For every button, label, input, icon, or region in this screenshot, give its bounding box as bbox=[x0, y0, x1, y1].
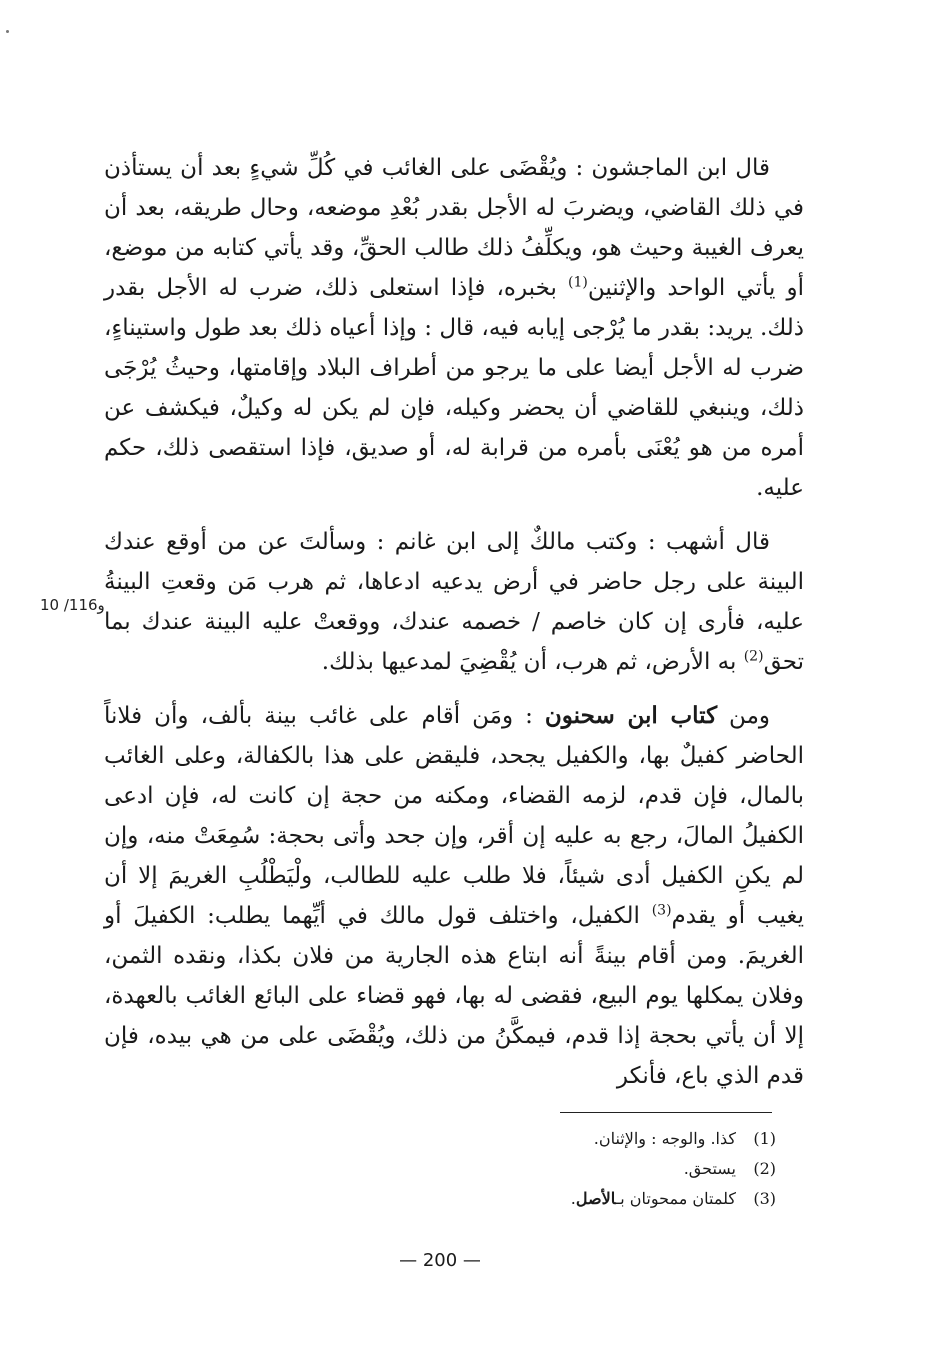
footnote-ref-2: (2) bbox=[743, 648, 764, 665]
paragraph-3-text-a: : ومَن أقام على غائب بينة بألف، وأن فلاناً الحاضر كفيلٌ بها، والكفيل يجحد، فليقض على هذا بالكفالة، وعلى الغائب بالمال، فإن قدم، لزمه القضاء، ومكنه من حجة إن كانت له، فإن ادعى الكفيلُ المالَ، رجع به عليه إن أقر، وإن جحد وأتى بحجة: سُمِعَتْ منه، وإن لم يكنِ الكفيل أدى شيئاً، فلا طلب عليه للطالب، ولْيَطْلُبِ الغريمَ إلا أن يغيب أو يقدم bbox=[104, 703, 804, 929]
manuscript-folio-note: 10 /116و bbox=[40, 596, 105, 614]
footnote-text: يستحق. bbox=[683, 1159, 736, 1178]
page-number: — 200 — bbox=[399, 1250, 481, 1271]
footnote-text-lead: كلمتان ممحوتان بـ bbox=[615, 1189, 736, 1208]
paragraph-2 bbox=[104, 522, 804, 682]
footnote-ref-3: (3) bbox=[651, 902, 672, 919]
paragraph-1-text-a: قال ابن الماجشون : ويُقْضَى على الغائب في كُلِّ شيءٍ بعد أن يستأذن في ذلك القاضي، ويضربَ له الأجل بقدر بُعْدِ موضعه، وحال طريقه، بعد أن يعرف الغيبة وحيث هو، ويكلِّفُ ذلك طالب الحقِّ، وقد يأتي كتابه من موضع، أو يأتي الواحد والإثنين bbox=[104, 155, 804, 301]
footnote-number: (2) bbox=[753, 1159, 776, 1178]
paragraph-3-text-b: الكفيل، واختلف قول مالك في أيِّهما يطلب: الكفيلَ أو الغريمَ. ومن أقام بينةً أنه ابتاع هذه الجارية من فلان بكذا، ونقده الثمن، وفلان يمكلها يوم البيع، فقضى له بها، فهو قضاء على البائع الغائب بالعهدة، إلا أن يأتي بحجة إذا قدم، فيمكَّنُ من ذلك، ويُقْضَى على من هي بيده، فإن قدم الذي باع، فأنكر bbox=[104, 903, 804, 1089]
footnote-ref-1: (1) bbox=[567, 274, 588, 291]
footnote-1 bbox=[440, 1124, 776, 1154]
footnotes bbox=[440, 1124, 776, 1214]
paragraph-1-text-b: بخبره، فإذا استعلى ذلك، ضرب له الأجل بقدر ذلك. يريد: بقدر ما يُرْجى إيابه فيه، قال : وإذا أعياه ذلك بعد طول واستيناءٍ، ضرب له الأجل أيضا على ما يرجو من أطراف البلاد وإقامتها، وحيثُ يُرْجَى ذلك، وينبغي للقاضي أن يحضر وكيله، فإن لم يكن له وكيلٌ، فيكشف عن أمره من هو يُعْنَى بأمره من قرابة له، أو صديق، فإذا استقصى ذلك، حكم عليه. bbox=[104, 275, 804, 501]
footnote-number: (1) bbox=[753, 1129, 776, 1148]
footnote-separator bbox=[560, 1112, 772, 1113]
footnote-text: كذا. والوجه : والإثنان. bbox=[593, 1129, 736, 1148]
paragraph-2-text-b: به الأرض، ثم هرب، أن يُقْضِيَ لمدعيها بذلك. bbox=[321, 649, 744, 675]
book-title: كتاب ابن سحنون bbox=[544, 702, 718, 729]
paragraph-3-lead: ومن bbox=[717, 703, 770, 729]
main-text bbox=[104, 148, 804, 1110]
footnote-text-tail: . bbox=[570, 1189, 576, 1208]
footnote-text-bold: الأصل bbox=[575, 1189, 616, 1208]
paragraph-1 bbox=[104, 148, 804, 508]
footnote-2 bbox=[440, 1154, 776, 1184]
footnote-text bbox=[571, 1189, 736, 1208]
footnote-number: (3) bbox=[753, 1189, 776, 1208]
scan-speck bbox=[6, 30, 9, 33]
paragraph-2-text-a: قال أشهب : وكتب مالكٌ إلى ابن غانم : وسألتَ عن من أوقع عندك البينة على رجل حاضر في أرض يدعيه ادعاها، ثم هرب مَن وقعتِ البينةُ عليه، فأرى إن كان خاصم / خصمه عندك، ووقعتْ عليه البينة عندك بما تحق bbox=[104, 529, 804, 675]
footnote-3 bbox=[440, 1184, 776, 1214]
paragraph-3 bbox=[104, 696, 804, 1096]
